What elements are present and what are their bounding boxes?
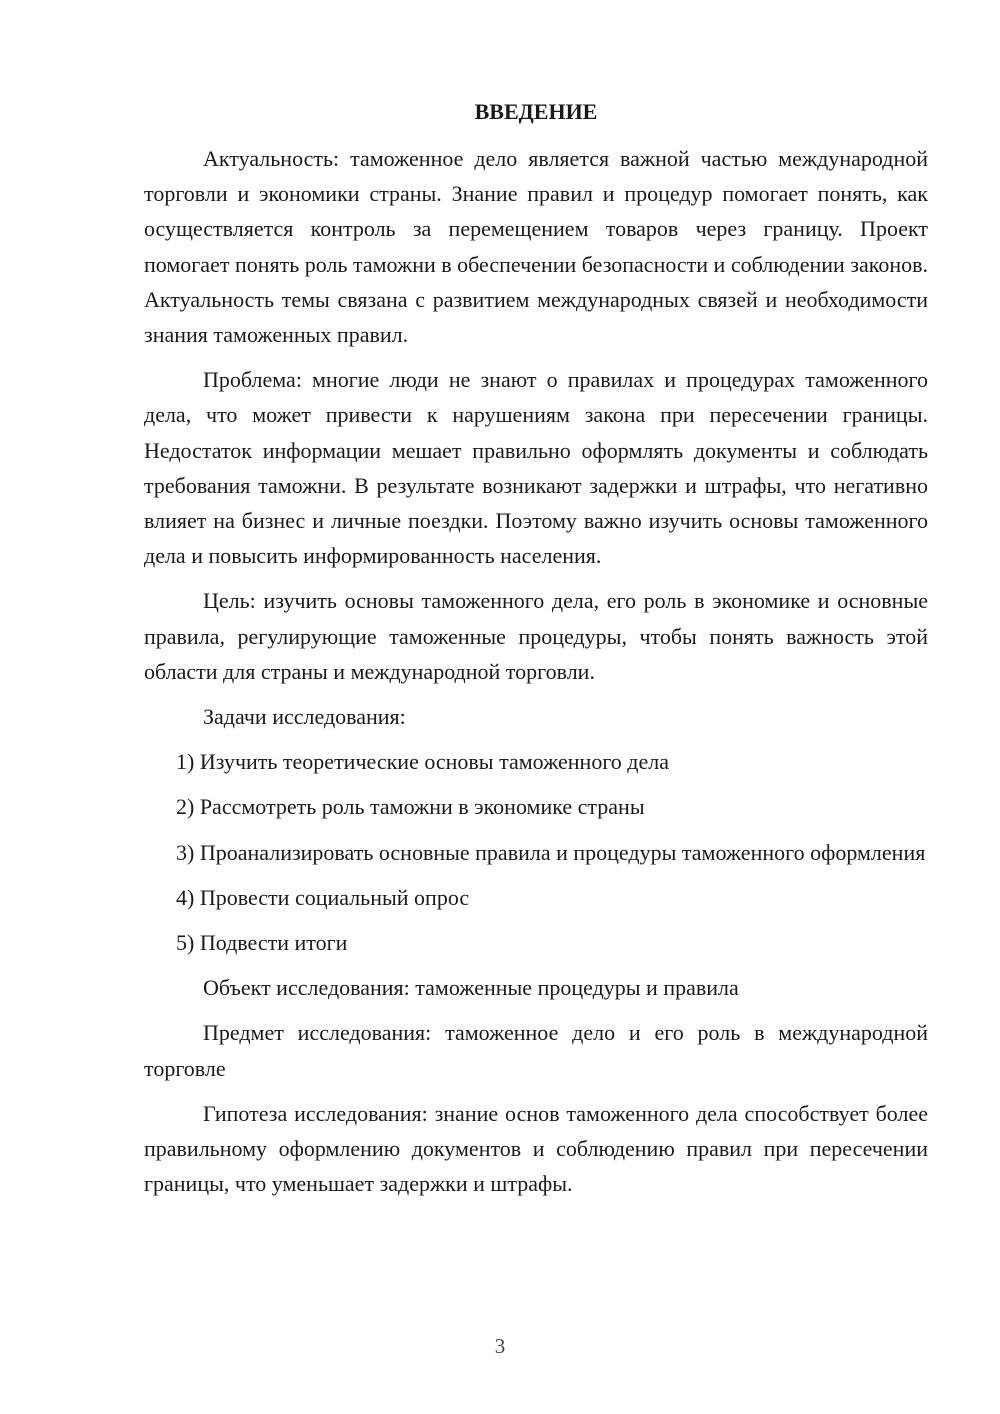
task-item-2: 2) Рассмотреть роль таможни в экономике страны [176,794,645,820]
page-content [144,97,928,1211]
paragraph-subject: Предмет исследования: таможенное дело и его роль в международной торговле [144,1020,928,1081]
paragraph-object: Объект исследования: таможенные процедуры и правила [203,975,739,1001]
task-item-5: 5) Подвести итоги [176,930,348,956]
paragraph-goal: Цель: изучить основы таможенного дела, его роль в экономике и основные правила, регулирующие таможенные процедуры, чтобы понять важность этой области для страны и международной торговли. [144,588,928,684]
page-number: 3 [494,1334,506,1358]
page-title: ВВЕДЕНИЕ [474,99,598,124]
task-item-3: 3) Проанализировать основные правила и процедуры таможенного оформления [176,839,926,865]
paragraph-tasks-heading: Задачи исследования: [203,704,406,730]
paragraph-relevance: Актуальность: таможенное дело является важной частью международной торговли и экономики страны. Знание правил и процедур помогает понять, как осуществляется контроль за перемещением товаров через границу. Проект помогает понять роль таможни в обеспечении безопасности и соблюдении законов. Актуальность темы связана с развитием международных связей и необходимости знания таможенных правил. [144,146,928,348]
paragraph-hypothesis: Гипотеза исследования: знание основ таможенного дела способствует более правильному оформлению документов и соблюдению правил при пересечении границы, что уменьшает задержки и штрафы. [144,1100,928,1197]
task-item-1: 1) Изучить теоретические основы таможенного дела [176,749,670,775]
paragraph-problem: Проблема: многие люди не знают о правилах и процедурах таможенного дела, что может привести к нарушениям закона при пересечении границы. Недостаток информации мешает правильно оформлять документы и соблюдать требования таможни. В результате возникают задержки и штрафы, что негативно влияет на бизнес и личные поездки. Поэтому важно изучить основы таможенного дела и повысить информированность населения. [144,367,928,569]
task-item-4: 4) Провести социальный опрос [176,884,470,910]
